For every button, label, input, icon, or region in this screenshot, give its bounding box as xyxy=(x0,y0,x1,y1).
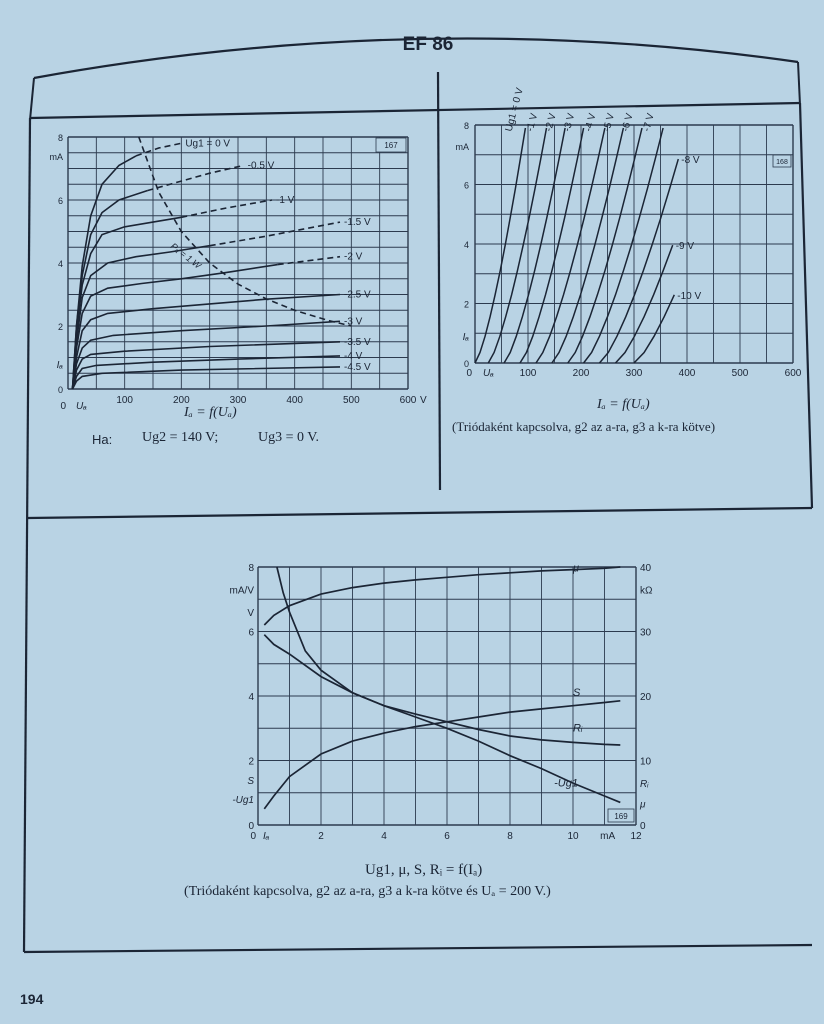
chart3-formula: Ug1, μ, S, Rᵢ = f(Iₐ) xyxy=(365,862,483,878)
curve-1-solid xyxy=(73,191,148,389)
curve-label: -9 V xyxy=(675,241,695,253)
right-axis-label: Rᵢ xyxy=(640,779,649,791)
ref-number: 169 xyxy=(614,812,628,821)
y-tick-label-left: 4 xyxy=(248,692,254,703)
power-limit-label: Pₐ = 1 W xyxy=(168,240,203,271)
frame-right xyxy=(800,103,812,508)
page-number: 194 xyxy=(20,991,44,1007)
curve-label: -8 V xyxy=(681,155,700,167)
curve-0 xyxy=(264,567,620,625)
curve-1 xyxy=(488,128,546,363)
y-tick-label: 0 xyxy=(57,385,63,395)
y-unit-label: mA xyxy=(455,141,469,152)
y-tick-label: 6 xyxy=(463,180,469,191)
curve-label: Rᵢ xyxy=(573,722,583,735)
x-tick-label: 200 xyxy=(572,368,590,379)
right-axis-label: kΩ xyxy=(640,585,653,597)
y-tick-label-right: 40 xyxy=(640,563,652,574)
curve-9 xyxy=(73,367,341,389)
x-tick-label: 500 xyxy=(731,368,749,379)
curve-7 xyxy=(73,342,341,389)
curve-label: -4.5 V xyxy=(344,361,371,373)
curve-label: Ug1 = 0 V xyxy=(503,86,526,133)
frame-left xyxy=(24,118,30,952)
curve-label: -0.5 V xyxy=(247,160,275,172)
curve-3-dashed xyxy=(210,222,340,246)
curve-2 xyxy=(504,128,565,363)
y-tick-label: 8 xyxy=(463,121,469,131)
x-unit-label: V xyxy=(420,395,427,406)
y-tick-label-right: 20 xyxy=(640,692,652,703)
y-tick-label-left: 8 xyxy=(248,563,254,574)
x-tick-label: 600 xyxy=(399,395,417,406)
curve-3-solid xyxy=(73,246,210,389)
x-tick-label: 10 xyxy=(567,831,579,842)
curve-0-solid xyxy=(73,156,137,389)
curve-label: -4 V xyxy=(344,350,363,362)
chart3-note: (Triódaként kapcsolva, g2 az a-ra, g3 a k-ra kötve és Uₐ = 200 V.) xyxy=(184,884,551,899)
curve-2-dashed xyxy=(181,200,272,217)
x-tick-label: 0 xyxy=(60,401,66,412)
y-tick-label: 2 xyxy=(463,299,469,310)
x-tick-label: 12 xyxy=(630,831,642,842)
x-tick-label: 400 xyxy=(286,395,304,406)
y-tick-label: 4 xyxy=(463,240,469,250)
left-axis-label: V xyxy=(247,608,254,620)
x-tick-label: 400 xyxy=(678,368,696,379)
chart-anode-characteristics-triode xyxy=(456,86,802,379)
x-tick-label: 100 xyxy=(116,395,134,406)
chart1-conditions-prefix: Ha: xyxy=(92,432,113,447)
x-tick-label: 500 xyxy=(342,395,360,406)
x-tick-label: 8 xyxy=(507,831,513,842)
y-tick-label-left: 0 xyxy=(248,821,254,832)
ref-number: 168 xyxy=(776,159,788,166)
y-tick-label: 4 xyxy=(57,259,63,269)
y-unit-label: mA xyxy=(49,151,63,162)
curve-0 xyxy=(475,128,525,363)
curve-label: -6 V xyxy=(620,112,636,133)
x-axis-label: Uₐ xyxy=(76,401,87,412)
x-tick-label: 300 xyxy=(625,368,643,379)
x-tick-label: 200 xyxy=(172,395,190,406)
x-unit-label: mA xyxy=(600,831,616,842)
frame-right-upper xyxy=(798,62,800,105)
curve-label: -Ug1 xyxy=(554,777,578,790)
left-axis-label: S xyxy=(247,775,254,787)
y-tick-label: 0 xyxy=(463,359,469,369)
curve-label: S xyxy=(573,687,581,699)
chart-anode-characteristics-pentode xyxy=(50,133,428,412)
y-tick-label: 6 xyxy=(57,196,63,206)
curve-1-dashed xyxy=(147,165,243,190)
x-tick-label: 4 xyxy=(381,831,387,842)
curve-label: -2 V xyxy=(543,112,559,133)
curve-label: -7 V xyxy=(641,112,657,133)
x-tick-label: 6 xyxy=(444,831,450,842)
curve-6 xyxy=(73,321,341,389)
x-tick-label: 600 xyxy=(784,368,802,379)
x-axis-label: Uₐ xyxy=(483,368,494,379)
curve-3 xyxy=(520,128,584,363)
x-tick-label: 300 xyxy=(229,395,247,406)
curve-label: -1 V xyxy=(276,195,295,206)
curve-label: -3.5 V xyxy=(344,336,371,348)
frame-bottom xyxy=(24,945,812,952)
x-tick-label: 100 xyxy=(519,368,537,379)
page-title: EF 86 xyxy=(402,34,454,55)
y-tick-label-left: 6 xyxy=(248,627,254,639)
curve-label: -3 V xyxy=(561,112,578,133)
frame-left-upper xyxy=(30,78,34,120)
frame-top xyxy=(34,62,798,78)
x-tick-label: 2 xyxy=(318,831,324,842)
curve-label: -5 V xyxy=(601,112,618,133)
left-axis-label: -Ug1 xyxy=(232,795,254,807)
curve-label: -1.5 V xyxy=(344,217,371,229)
curve-2 xyxy=(277,567,620,745)
curve-9 xyxy=(616,245,673,363)
x-axis-label: Iₐ xyxy=(263,831,270,842)
curve-label: -3 V xyxy=(344,316,363,328)
curve-label: -4 V xyxy=(583,112,599,133)
y-tick-label: 8 xyxy=(57,133,63,143)
y-tick-label: 2 xyxy=(57,322,63,332)
y-tick-label-right: 30 xyxy=(640,627,652,639)
curve-label: -2.5 V xyxy=(344,289,371,301)
chart1-conditions-ug3: Ug3 = 0 V. xyxy=(258,430,320,445)
y-axis-label: Iₐ xyxy=(56,359,63,371)
x-tick-label: 0 xyxy=(466,368,472,379)
chart2-formula: Iₐ = f(Uₐ) xyxy=(597,397,650,412)
y-axis-label: Iₐ xyxy=(462,332,469,344)
chart1-conditions-ug2: Ug2 = 140 V; xyxy=(142,430,219,445)
middle-divider xyxy=(438,72,440,490)
curve-label: -1 V xyxy=(524,112,541,133)
y-tick-label-left: 2 xyxy=(248,756,254,768)
x-tick-label: 0 xyxy=(250,831,256,842)
curve-label: μ xyxy=(573,562,580,575)
curve-10 xyxy=(634,295,674,363)
y-tick-label-right: 0 xyxy=(640,821,646,832)
chart-parameters-vs-anode-current xyxy=(230,563,653,842)
curve-label: -2 V xyxy=(344,251,363,263)
y-tick-label-right: 10 xyxy=(640,756,652,768)
chart1-formula: Iₐ = f(Uₐ) xyxy=(184,405,237,420)
header-divider xyxy=(30,103,800,118)
left-axis-label: mA/V xyxy=(229,585,254,597)
chart2-note: (Triódaként kapcsolva, g2 az a-ra, g3 a k-ra kötve) xyxy=(452,419,716,434)
right-axis-label: μ xyxy=(640,799,646,811)
row-divider xyxy=(28,508,812,518)
curve-label: -10 V xyxy=(677,290,702,302)
ref-number: 167 xyxy=(384,141,398,150)
curve-label: Ug1 = 0 V xyxy=(185,138,231,150)
